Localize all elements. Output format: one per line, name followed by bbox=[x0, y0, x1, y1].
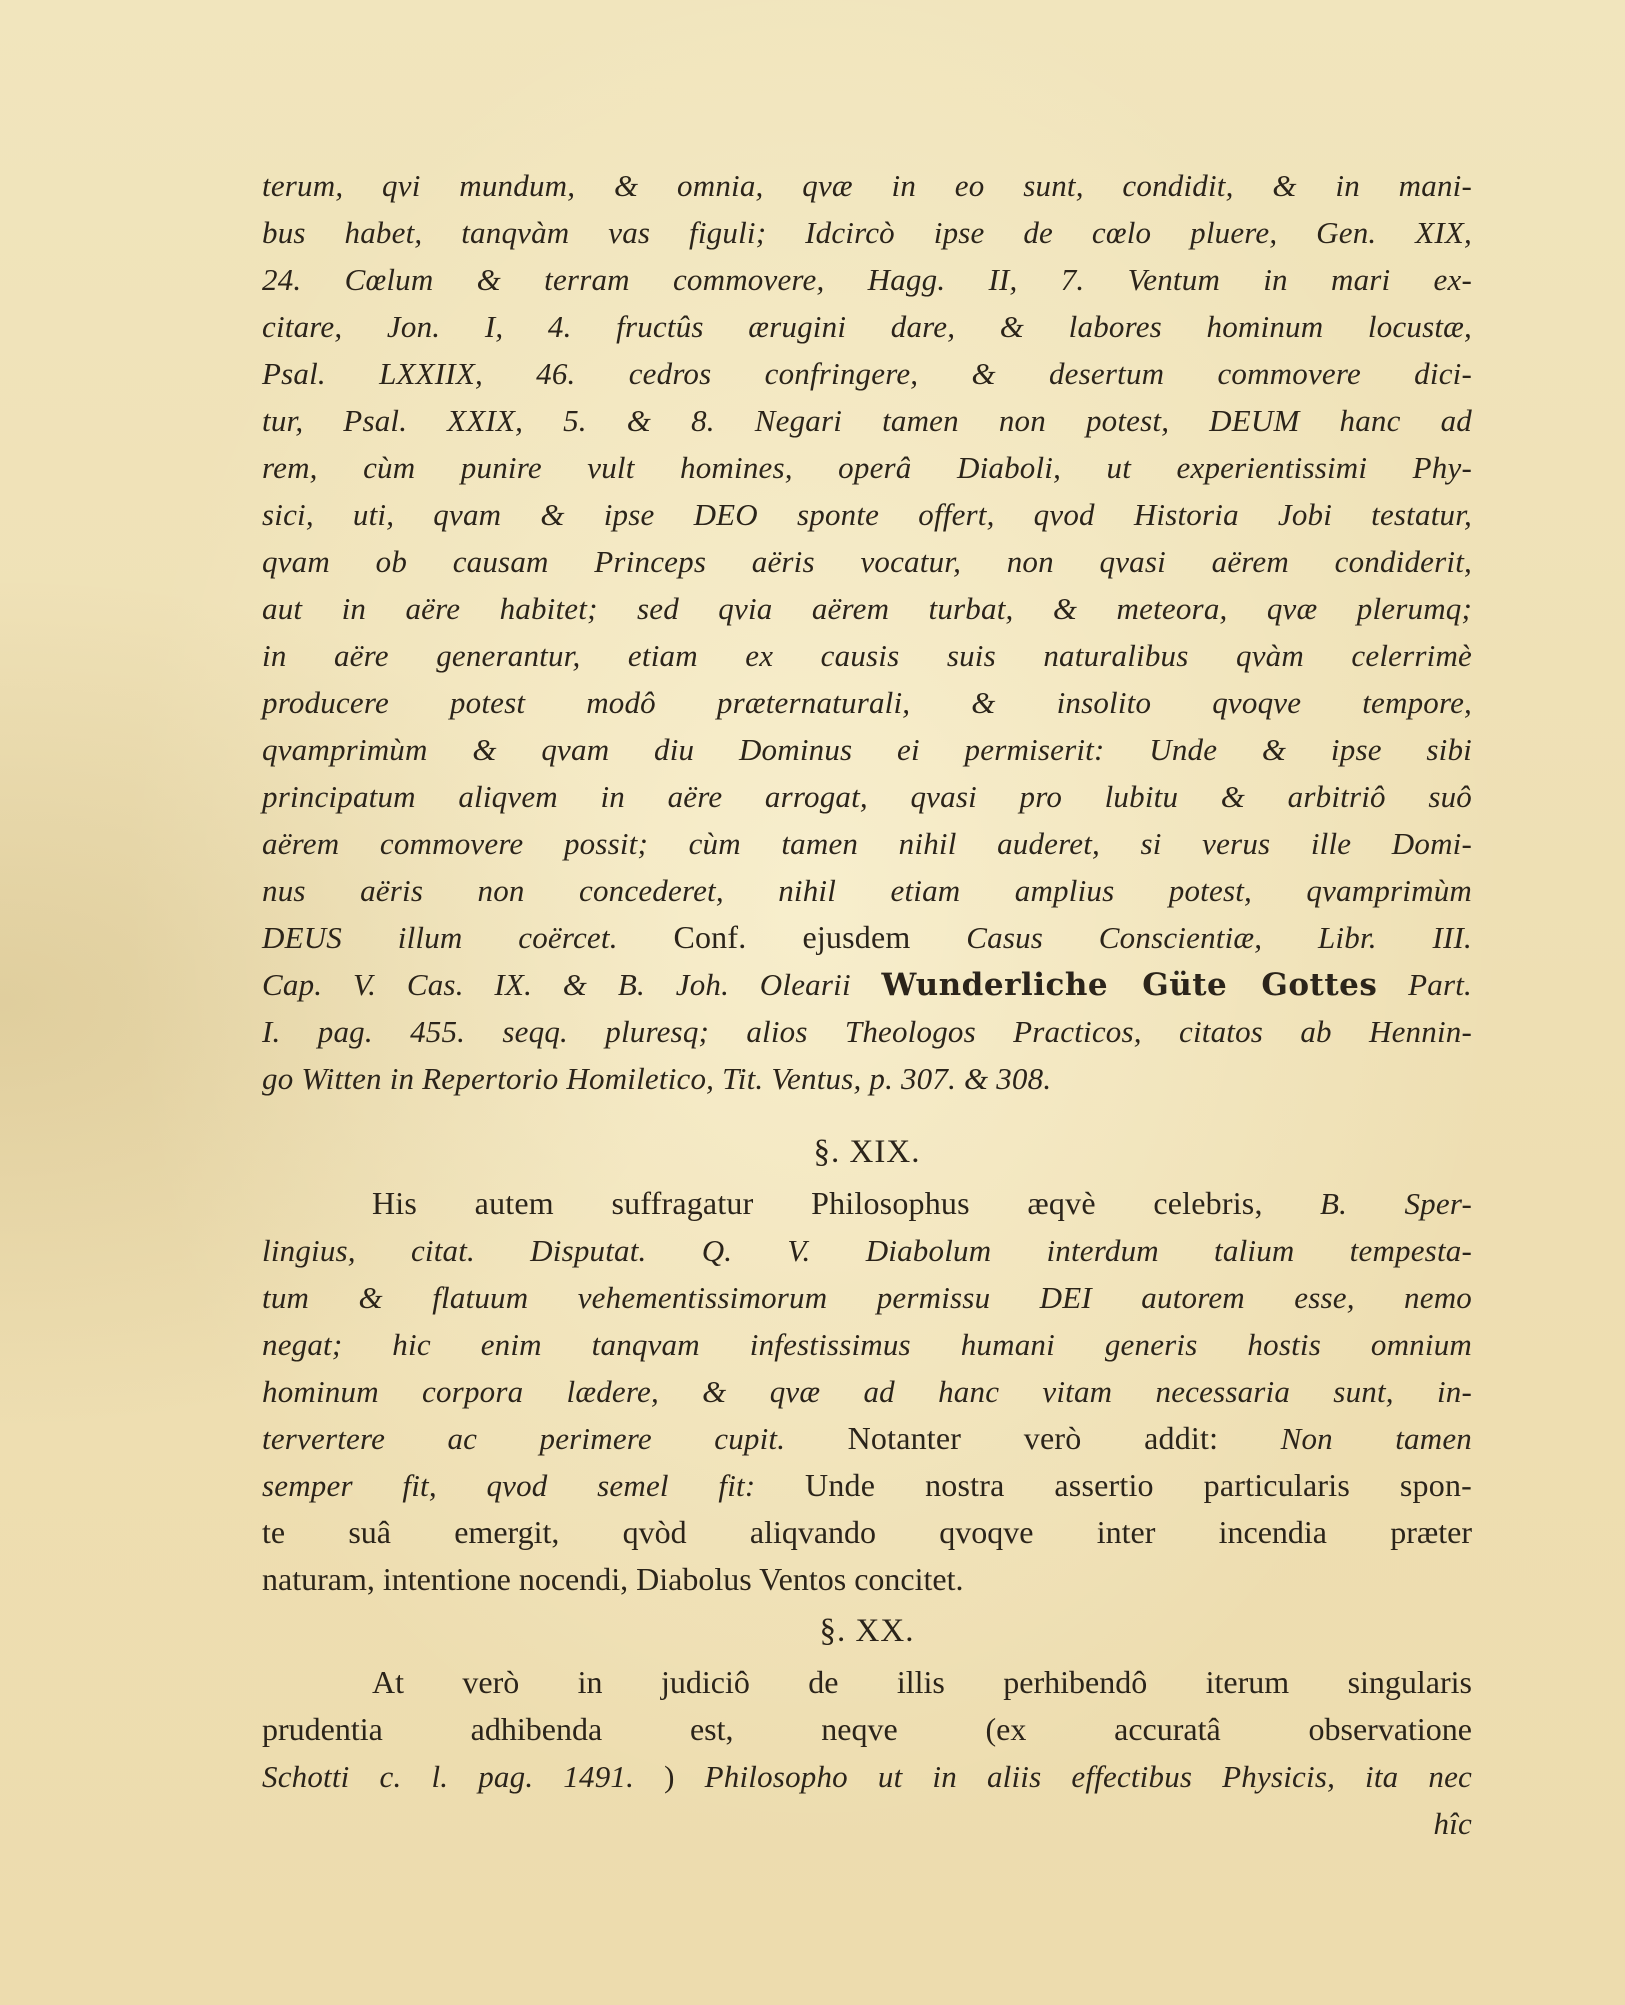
section-heading-20: §. XX. bbox=[819, 1613, 915, 1649]
text-fragment: Schotti c. l. pag. 1491. bbox=[262, 1759, 635, 1794]
blackletter-title: Wunderliche Güte Gottes bbox=[881, 967, 1378, 1003]
text-line: sici, uti, qvam & ipse DEO sponte offert, qvod Historia Jobi testatur, bbox=[262, 497, 1472, 532]
text-fragment: Conf. ejusdem bbox=[673, 919, 911, 955]
text-line: At verò in judiciô de illis perhibendô iterum singularis bbox=[372, 1664, 1472, 1700]
text-line: producere potest modô præternaturali, & insolito qvoqve tempore, bbox=[262, 685, 1472, 720]
text-line: qvam ob causam Princeps aëris vocatur, non qvasi aërem condiderit, bbox=[262, 544, 1472, 579]
text-line: te suâ emergit, qvòd aliqvando qvoqve inter incendia præter bbox=[262, 1514, 1472, 1550]
text-line-mixed bbox=[262, 1180, 1472, 1227]
text-line: rem, cùm punire vult homines, operâ Diaboli, ut experientissimi Phy- bbox=[262, 450, 1472, 485]
text-line-mixed bbox=[262, 1462, 1472, 1509]
text-line: qvamprimùm & qvam diu Dominus ei permiserit: Unde & ipse sibi bbox=[262, 732, 1472, 767]
text-line: 24. Cœlum & terram commovere, Hagg. II, 7. Ventum in mari ex- bbox=[262, 262, 1472, 297]
text-line: prudentia adhibenda est, neqve (ex accuratâ observatione bbox=[262, 1711, 1472, 1747]
text-fragment: Casus Conscientiæ, Libr. III. bbox=[966, 920, 1472, 955]
text-fragment: B. Sper- bbox=[1320, 1186, 1473, 1221]
text-line: Psal. LXXIIX, 46. cedros confringere, & desertum commovere dici- bbox=[262, 356, 1472, 391]
text-fragment: Cap. V. Cas. IX. & B. Joh. Olearii bbox=[262, 967, 851, 1002]
spacer bbox=[262, 1102, 1472, 1124]
text-line: naturam, intentione nocendi, Diabolus Ventos concitet. bbox=[262, 1561, 964, 1597]
text-line: aërem commovere possit; cùm tamen nihil auderet, si verus ille Domi- bbox=[262, 826, 1472, 861]
text-line: terum, qvi mundum, & omnia, qvæ in eo sunt, condidit, & in mani- bbox=[262, 168, 1472, 203]
text-fragment: Part. bbox=[1408, 967, 1473, 1002]
text-line-mixed bbox=[262, 914, 1472, 961]
section-heading-19: §. XIX. bbox=[813, 1134, 921, 1170]
text-line: negat; hic enim tanqvam infestissimus humani generis hostis omnium bbox=[262, 1327, 1472, 1362]
catchword: hîc bbox=[1433, 1806, 1472, 1841]
text-line: in aëre generantur, etiam ex causis suis naturalibus qvàm celerrimè bbox=[262, 638, 1472, 673]
text-line: tum & flatuum vehementissimorum permissu DEI autorem esse, nemo bbox=[262, 1280, 1472, 1315]
text-line: bus habet, tanqvàm vas figuli; Idcircò ipse de cœlo pluere, Gen. XIX, bbox=[262, 215, 1472, 250]
text-fragment: Notanter verò addit: bbox=[847, 1420, 1219, 1456]
text-fragment: semper fit, qvod semel fit: bbox=[262, 1468, 756, 1503]
text-line: tur, Psal. XXIX, 5. & 8. Negari tamen non potest, DEUM hanc ad bbox=[262, 403, 1472, 438]
text-fragment: Non tamen bbox=[1280, 1421, 1473, 1456]
text-line: go Witten in Repertorio Homiletico, Tit. Ventus, p. 307. & 308. bbox=[262, 1061, 1052, 1096]
text-line: citare, Jon. I, 4. fructûs ærugini dare, & labores hominum locustæ, bbox=[262, 309, 1472, 344]
text-fragment: ) bbox=[664, 1759, 675, 1794]
text-fragment: Philosopho ut in aliis effectibus Physicis, ita nec bbox=[704, 1759, 1473, 1794]
text-line-mixed bbox=[262, 1415, 1472, 1462]
text-line: lingius, citat. Disputat. Q. V. Diabolum interdum talium tempesta- bbox=[262, 1233, 1472, 1268]
text-line-mixed bbox=[262, 1753, 1472, 1800]
text-fragment: His autem suffragatur Philosophus æqvè celebris, bbox=[372, 1185, 1263, 1221]
text-fragment: Unde nostra assertio particularis spon- bbox=[805, 1467, 1472, 1503]
text-line: aut in aëre habitet; sed qvia aërem turbat, & meteora, qvæ plerumq; bbox=[262, 591, 1472, 626]
text-line: hominum corpora lædere, & qvæ ad hanc vitam necessaria sunt, in- bbox=[262, 1374, 1472, 1409]
text-line: principatum aliqvem in aëre arrogat, qvasi pro lubitu & arbitriô suô bbox=[262, 779, 1472, 814]
text-line-mixed bbox=[262, 961, 1472, 1008]
text-line: nus aëris non concederet, nihil etiam amplius potest, qvamprimùm bbox=[262, 873, 1472, 908]
text-fragment: tervertere ac perimere cupit. bbox=[262, 1421, 786, 1456]
text-fragment: DEUS illum coërcet. bbox=[262, 920, 618, 955]
text-line: I. pag. 455. seqq. pluresq; alios Theologos Practicos, citatos ab Hennin- bbox=[262, 1014, 1472, 1049]
page-text bbox=[262, 162, 1472, 1847]
